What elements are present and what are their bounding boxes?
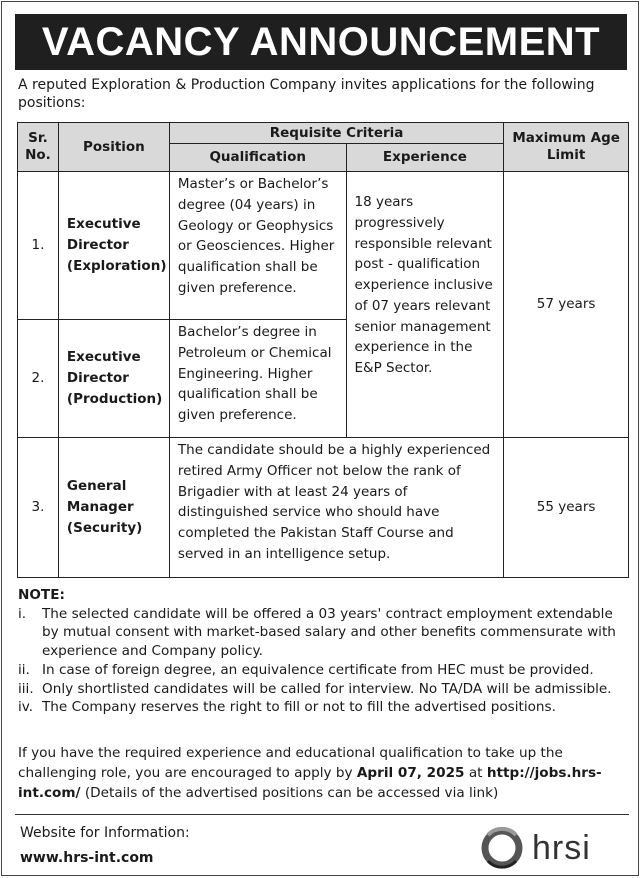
header-sr-no: Sr. No. xyxy=(18,123,59,172)
apply-instructions xyxy=(18,743,630,803)
row-sr: 3. xyxy=(18,438,59,578)
apply-text: If you have the required experience and educational qualification to take up the challenging role, you are encouraged to apply by xyxy=(18,745,563,781)
row-age-limit: 55 years xyxy=(504,438,629,578)
note-number: ii. xyxy=(18,661,30,678)
header-position: Position xyxy=(58,123,169,172)
apply-text: at xyxy=(464,765,487,781)
note-text: In case of foreign degree, an equivalence certificate from HEC must be provided. xyxy=(42,661,594,678)
table-row xyxy=(18,438,629,578)
page-title: VACANCY ANNOUNCEMENT xyxy=(15,14,627,70)
header-qualification: Qualification xyxy=(169,144,346,172)
logo-text: hrsi xyxy=(532,828,591,867)
apply-text: (Details of the advertised positions can be accessed via link) xyxy=(80,785,499,801)
note-text: The selected candidate will be offered a 03 years' contract employment extendable by mutual consent with market-based salary and other benefits commensurate with experience and Company policy. xyxy=(42,605,616,660)
logo-ring-icon xyxy=(476,825,528,871)
row-position: Executive Director (Exploration) xyxy=(58,172,169,320)
note-number: iv. xyxy=(18,699,34,716)
table-header-row xyxy=(18,123,629,144)
row-qualification: Master’s or Bachelor’s degree (04 years) in Geology or Geophysics or Geosciences. Higher qualification shall be given preference. xyxy=(169,172,346,320)
note-text: The Company reserves the right to fill or not to fill the advertised positions. xyxy=(42,699,556,716)
vacancy-ad xyxy=(1,1,639,876)
company-logo xyxy=(476,823,622,873)
footer-divider xyxy=(15,814,629,815)
note-item xyxy=(18,698,630,717)
row-qualification: Bachelor’s degree in Petroleum or Chemical Engineering. Higher qualification shall be given preference. xyxy=(169,320,346,438)
note-item xyxy=(18,661,630,680)
notes-section xyxy=(18,586,630,717)
header-experience: Experience xyxy=(346,144,504,172)
row-qualification: The candidate should be a highly experienced retired Army Officer not below the rank of Brigadier with at least 24 years of distinguished service who should have completed the Pakistan Staff Course and served in an intelligence setup. xyxy=(169,438,503,578)
intro-text: A reputed Exploration & Production Company invites applications for the following positions: xyxy=(18,77,595,111)
row-sr: 1. xyxy=(18,172,59,320)
apply-deadline: April 07, 2025 xyxy=(356,765,465,781)
apply-link[interactable]: http://jobs.hrs-int.com/ xyxy=(18,765,602,801)
header-age-limit: Maximum Age Limit xyxy=(504,123,629,172)
shared-experience: 18 years progressively responsible relevant post - qualification experience inclusive of 07 years relevant senior management experience in the E&P Sector. xyxy=(346,172,504,438)
table-row xyxy=(18,172,629,320)
notes-heading: NOTE: xyxy=(18,587,65,603)
row-position: Executive Director (Production) xyxy=(58,320,169,438)
note-number: iii. xyxy=(18,680,34,697)
note-item xyxy=(18,680,630,699)
header-requisite-criteria: Requisite Criteria xyxy=(169,123,503,144)
note-text: Only shortlisted candidates will be called for interview. No TA/DA will be admissible. xyxy=(42,680,612,697)
row-position: General Manager (Security) xyxy=(58,438,169,578)
website-label: Website for Information: xyxy=(20,825,190,841)
vacancy-table xyxy=(17,122,629,578)
shared-age-limit: 57 years xyxy=(504,172,629,438)
note-item xyxy=(18,605,630,661)
row-sr: 2. xyxy=(18,320,59,438)
note-number: i. xyxy=(18,605,27,622)
website-link[interactable]: www.hrs-int.com xyxy=(20,850,154,866)
